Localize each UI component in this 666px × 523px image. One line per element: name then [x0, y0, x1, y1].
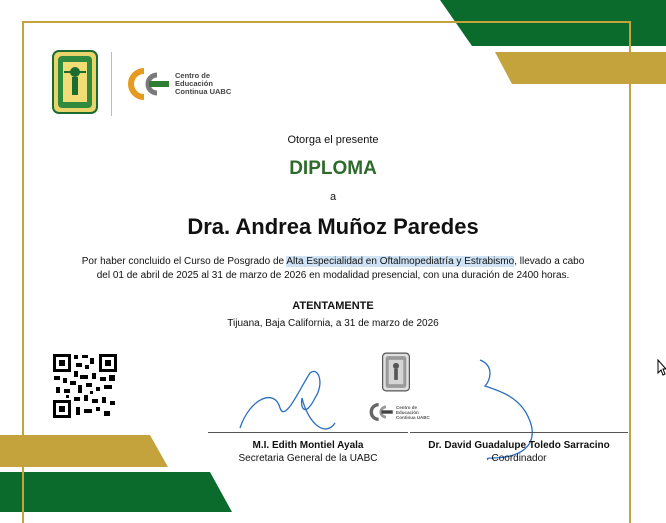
signature-line-right: [410, 432, 628, 433]
qr-code: [52, 353, 118, 419]
logo-divider: [111, 52, 112, 116]
mouse-cursor-icon: [657, 359, 666, 377]
body-text-start: Por haber concluido el Curso de Posgrado de: [81, 256, 287, 267]
cec-logo-small: [369, 402, 395, 422]
signature-left: [230, 368, 370, 440]
cec-logo-icon: [127, 67, 173, 101]
intro-text: Otorga el presente: [287, 134, 379, 146]
connector-a: a: [329, 191, 337, 203]
uabc-seal-logo: [52, 50, 98, 114]
signature-line-left: [208, 432, 408, 433]
body-text-end: , llevado a cabo: [514, 256, 585, 267]
signatory-2-name: Dr. David Guadalupe Toledo Sarracino: [428, 440, 610, 451]
closing-text: ATENTAMENTE: [292, 300, 374, 312]
place-date: Tijuana, Baja California, a 31 de marzo de 2026: [227, 318, 439, 329]
body-line-2: del 01 de abril de 2025 al 31 de marzo de 2026 en modalidad presencial, con una duración de 2400 horas.: [96, 270, 570, 281]
signatory-1-role: Secretaria General de la UABC: [238, 453, 378, 464]
cec-logo-small-text: Centro de Educación Continua UABC: [396, 405, 430, 420]
signatory-1-name: M.I. Edith Montiel Ayala: [252, 440, 364, 451]
course-name: Alta Especialidad en Oftalmopediatría y Estrabismo: [286, 256, 515, 267]
uabc-seal-small: [382, 350, 410, 394]
body-line-1: [0, 256, 666, 267]
diploma-title: DIPLOMA: [289, 158, 377, 179]
recipient-name: Dra. Andrea Muñoz Paredes: [187, 214, 479, 239]
cec-logo-text: Centro de Educación Continua UABC: [175, 71, 232, 96]
signatory-2-role: Coordinador: [491, 453, 547, 464]
